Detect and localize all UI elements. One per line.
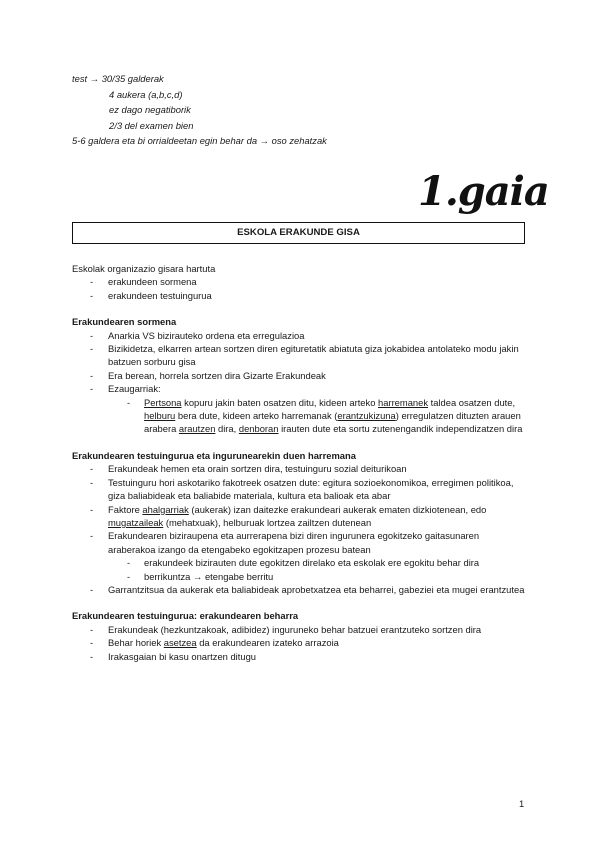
underlined-term: arautzen [178,423,216,435]
intro-line: 2/3 del examen bien [109,119,194,131]
list-item: - Erakundeak (hezkuntzakoak, adibidez) inguruneko behar batzuei erantzuteko sortzen dira [72,623,527,636]
underlined-term: helburu [144,410,176,422]
text-run: bera dute, kideen arteko harremanak ( [175,410,338,422]
text-run: ) erregulatzen dituzten arauen arabera [144,410,521,435]
text-run: kopuru jakin baten osatzen ditu, kideen arteko [181,396,379,408]
underlined-term: denboran [238,423,279,435]
bullet-list [72,623,527,663]
list-item: - Erakundearen biziraupena eta aurrerapena bizi diren ingurunera egokitzeko gaitasunaren araberakoa izango da etengabeko egokitzapen prozesu batean [72,529,527,556]
intro-line: 5-6 galdera eta bi orrialdeetan egin behar da → oso zehatzak [72,135,327,146]
document-body [72,262,527,663]
sub-list-item [72,396,527,436]
text-run: Behar horiek [108,637,164,649]
intro-line: test → 30/35 galderak [72,73,164,84]
text-run: irauten dute eta sortu zutenengandik independizatzen dira [278,423,523,435]
text-run: (aukerak) izan daitezke erakundeari aukerak ematen dizkiotenean, edo [188,503,487,515]
list-item: - Era berean, horrela sortzen dira Gizarte Erakundeak [72,369,527,382]
list-item: - erakundeen sormena [72,275,527,288]
page-number: 1 [519,798,525,809]
text-run: (mehatxuak), helburuak lortzea zailtzen dutenean [163,516,372,528]
bullet-list [72,329,527,436]
list-item: - Garrantzitsua da aukerak eta baliabideak aprobetxatzea eta beharrei, gabeziei eta mugei erantzutea [72,583,527,596]
sub-list-item: - berrikuntza → etengabe berritu [72,570,527,583]
list-item: - Testuinguru hori askotariko fakotreek osatzen dute: egitura sozioekonomikoa, erregimen politikoa, giza baliabideak eta baliabide materiala, kultura eta balioak eta abar [72,476,527,503]
bullet-list [72,462,527,596]
paragraph: Eskolak organizazio gisara hartuta [72,263,216,274]
underlined-term: erantzukizuna [337,410,396,422]
list-item: - Bizikidetza, elkarren artean sortzen diren egituretatik abiatuta giza jokabidea antolateko modu jakin batzuen sorburu gisa [72,342,527,369]
section-heading: Erakundearen testuingurua eta ingurunearekin duen harremana [72,449,356,461]
text-run: dira, [215,423,239,435]
text-run: Faktore [108,503,143,515]
list-item [72,636,527,649]
underlined-term: ahalgarriak [142,503,189,515]
list-item: - Erakundeak hemen eta orain sortzen dira, testuinguru sozial deiturikoan [72,462,527,475]
text-run: da erakundearen izateko arrazoia [196,637,339,649]
intro-line: 4 aukera (a,b,c,d) [109,88,183,100]
sub-list-item: - erakundeek bizirauten dute egokitzen direlako eta eskolak ere egokitu behar dira [72,556,527,569]
underlined-term: asetzea [163,637,197,649]
text-run: taldea osatzen dute, [428,396,516,408]
underlined-term: Pertsona [144,396,182,408]
list-item: - erakundeen testuingurua [72,289,527,302]
bullet-list [72,275,527,302]
intro-line: ez dago negatiborik [109,104,191,115]
section-title-box: ESKOLA ERAKUNDE GISA [72,222,525,244]
underlined-term: harremanek [378,396,429,408]
section-heading: Erakundearen testuingurua: erakundearen beharra [72,610,299,622]
underlined-term: mugatzaileak [108,516,164,528]
list-item [72,503,527,530]
intro-notes [72,71,327,149]
list-item: - Irakasgaian bi kasu onartzen ditugu [72,650,527,663]
section-heading: Erakundearen sormena [72,316,177,328]
list-item: - Anarkia VS bizirauteko ordena eta erregulazioa [72,329,527,342]
list-item: - Ezaugarriak: [72,382,527,395]
chapter-title: 1.gaia [418,168,549,215]
